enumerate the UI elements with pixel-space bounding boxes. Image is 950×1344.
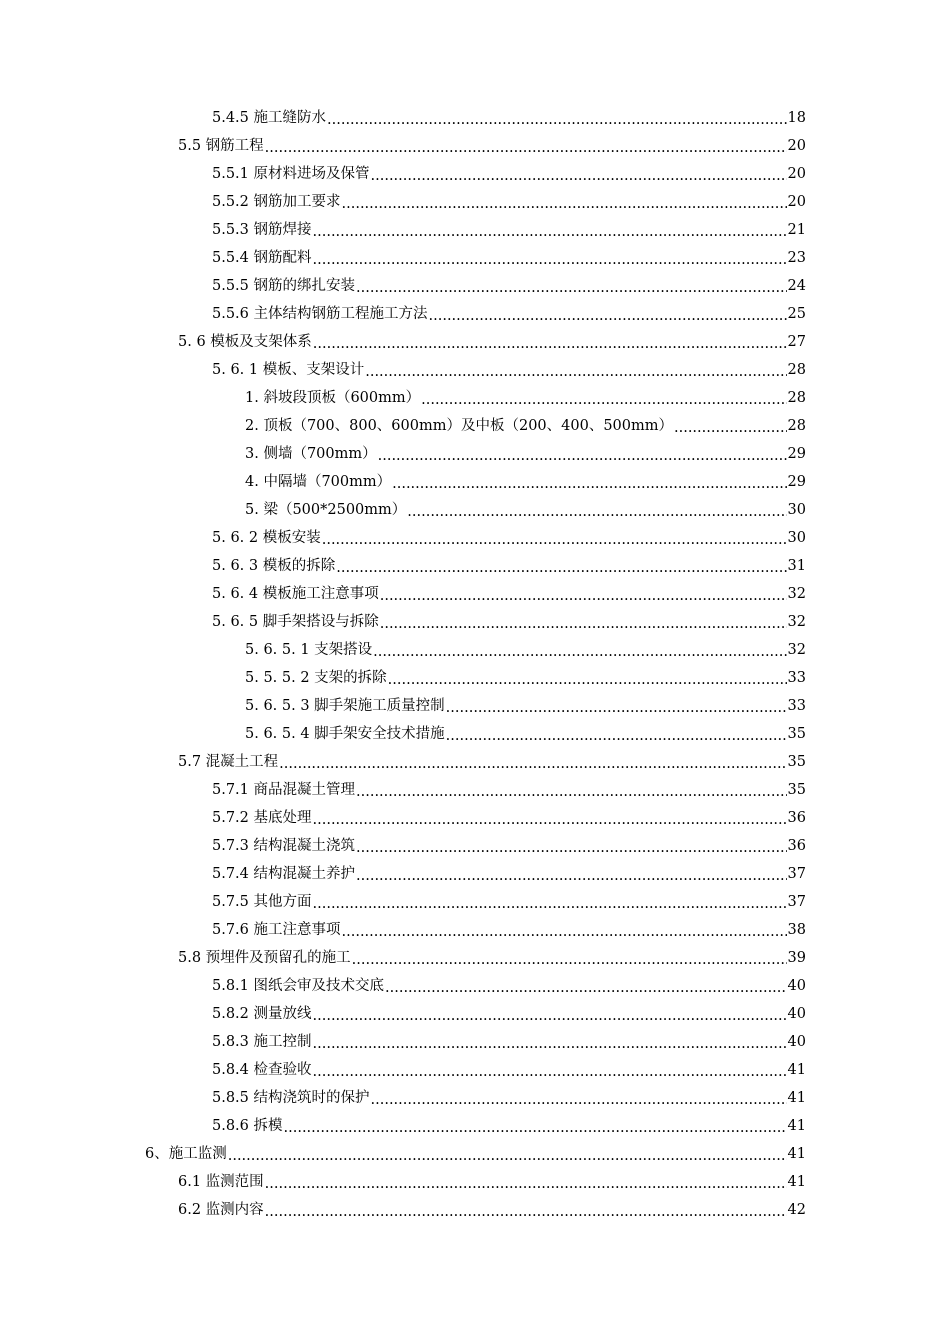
toc-dot-leader bbox=[313, 1002, 787, 1030]
toc-entry-title: 5.7.6 施工注意事项 bbox=[212, 922, 341, 938]
toc-entry-title: 3. 侧墙（700mm） bbox=[245, 446, 377, 462]
toc-entry[interactable] bbox=[0, 244, 950, 272]
toc-entry-page-number: 28 bbox=[787, 390, 806, 406]
table-of-contents bbox=[0, 104, 950, 1224]
toc-entry[interactable] bbox=[0, 664, 950, 692]
toc-entry-page-number: 21 bbox=[787, 222, 806, 238]
toc-entry-page-number: 32 bbox=[787, 586, 806, 602]
toc-entry-page-number: 30 bbox=[787, 530, 806, 546]
toc-entry-title: 5.8.2 测量放线 bbox=[212, 1006, 312, 1022]
toc-entry-title: 5.5.6 主体结构钢筋工程施工方法 bbox=[212, 306, 428, 322]
toc-entry-title: 5.8.4 检查验收 bbox=[212, 1062, 312, 1078]
toc-entry[interactable] bbox=[0, 524, 950, 552]
toc-entry-page-number: 38 bbox=[787, 922, 806, 938]
toc-dot-leader bbox=[429, 302, 787, 330]
toc-dot-leader bbox=[313, 806, 787, 834]
toc-entry[interactable] bbox=[0, 384, 950, 412]
toc-dot-leader bbox=[371, 162, 787, 190]
toc-entry-page-number: 41 bbox=[787, 1090, 806, 1106]
toc-dot-leader bbox=[327, 106, 787, 134]
toc-dot-leader bbox=[365, 358, 786, 386]
toc-entry-page-number: 25 bbox=[787, 306, 806, 322]
toc-dot-leader bbox=[407, 498, 786, 526]
toc-entry[interactable] bbox=[0, 1028, 950, 1056]
toc-dot-leader bbox=[356, 274, 787, 302]
toc-entry-page-number: 40 bbox=[787, 1006, 806, 1022]
toc-entry-title: 5.5.4 钢筋配料 bbox=[212, 250, 312, 266]
toc-dot-leader bbox=[265, 1170, 787, 1198]
toc-entry-title: 5.5.2 钢筋加工要求 bbox=[212, 194, 341, 210]
toc-entry[interactable] bbox=[0, 300, 950, 328]
toc-entry[interactable] bbox=[0, 1056, 950, 1084]
toc-entry-page-number: 36 bbox=[787, 838, 806, 854]
toc-dot-leader bbox=[313, 890, 787, 918]
toc-entry-page-number: 32 bbox=[787, 614, 806, 630]
toc-entry[interactable] bbox=[0, 636, 950, 664]
toc-dot-leader bbox=[373, 638, 786, 666]
toc-entry-page-number: 28 bbox=[787, 418, 806, 434]
toc-entry[interactable] bbox=[0, 1000, 950, 1028]
toc-dot-leader bbox=[421, 386, 786, 414]
toc-entry-title: 5. 6. 2 模板安装 bbox=[212, 530, 321, 546]
toc-dot-leader bbox=[446, 694, 787, 722]
toc-entry-page-number: 29 bbox=[787, 474, 806, 490]
toc-dot-leader bbox=[313, 1058, 787, 1086]
toc-entry[interactable] bbox=[0, 608, 950, 636]
toc-entry-title: 5. 6. 4 模板施工注意事项 bbox=[212, 586, 379, 602]
toc-entry-page-number: 41 bbox=[787, 1174, 806, 1190]
toc-entry[interactable] bbox=[0, 104, 950, 132]
toc-entry-title: 5. 6. 5 脚手架搭设与拆除 bbox=[212, 614, 379, 630]
toc-dot-leader bbox=[378, 442, 787, 470]
toc-entry[interactable] bbox=[0, 1112, 950, 1140]
toc-dot-leader bbox=[265, 134, 787, 162]
toc-entry-page-number: 42 bbox=[787, 1202, 806, 1218]
toc-entry-title: 2. 顶板（700、800、600mm）及中板（200、400、500mm） bbox=[245, 418, 673, 434]
toc-entry[interactable] bbox=[0, 580, 950, 608]
toc-entry[interactable] bbox=[0, 832, 950, 860]
toc-dot-leader bbox=[265, 1198, 787, 1226]
toc-entry-page-number: 28 bbox=[787, 362, 806, 378]
toc-entry-page-number: 29 bbox=[787, 446, 806, 462]
toc-entry-title: 5. 5. 5. 2 支架的拆除 bbox=[245, 670, 387, 686]
toc-entry-title: 5. 6. 3 模板的拆除 bbox=[212, 558, 336, 574]
toc-entry-page-number: 37 bbox=[787, 894, 806, 910]
toc-entry[interactable] bbox=[0, 748, 950, 776]
toc-dot-leader bbox=[313, 218, 787, 246]
toc-entry-title: 5. 6. 5. 3 脚手架施工质量控制 bbox=[245, 698, 445, 714]
toc-entry[interactable] bbox=[0, 216, 950, 244]
toc-dot-leader bbox=[228, 1142, 787, 1170]
toc-entry-title: 5.8.1 图纸会审及技术交底 bbox=[212, 978, 385, 994]
toc-dot-leader bbox=[446, 722, 787, 750]
toc-dot-leader bbox=[371, 1086, 787, 1114]
toc-entry[interactable] bbox=[0, 272, 950, 300]
toc-entry-page-number: 35 bbox=[787, 726, 806, 742]
toc-entry-title: 5.7.2 基底处理 bbox=[212, 810, 312, 826]
toc-entry-title: 5.7.5 其他方面 bbox=[212, 894, 312, 910]
toc-entry-page-number: 32 bbox=[787, 642, 806, 658]
toc-dot-leader bbox=[674, 414, 787, 442]
toc-entry-title: 5. 6. 5. 4 脚手架安全技术措施 bbox=[245, 726, 445, 742]
toc-entry[interactable] bbox=[0, 552, 950, 580]
toc-entry-page-number: 40 bbox=[787, 1034, 806, 1050]
toc-entry-page-number: 36 bbox=[787, 810, 806, 826]
toc-entry-page-number: 33 bbox=[787, 698, 806, 714]
toc-entry[interactable] bbox=[0, 944, 950, 972]
toc-entry-page-number: 35 bbox=[787, 754, 806, 770]
toc-entry-title: 5.7.3 结构混凝土浇筑 bbox=[212, 838, 356, 854]
toc-entry-page-number: 30 bbox=[787, 502, 806, 518]
toc-entry-title: 6、施工监测 bbox=[145, 1146, 227, 1162]
toc-entry-page-number: 20 bbox=[787, 138, 806, 154]
toc-entry[interactable] bbox=[0, 496, 950, 524]
toc-dot-leader bbox=[352, 946, 787, 974]
toc-entry-title: 4. 中隔墙（700mm） bbox=[245, 474, 392, 490]
toc-entry-title: 5.8.3 施工控制 bbox=[212, 1034, 312, 1050]
toc-entry-page-number: 41 bbox=[787, 1146, 806, 1162]
toc-entry[interactable] bbox=[0, 132, 950, 160]
toc-entry[interactable] bbox=[0, 468, 950, 496]
toc-entry[interactable] bbox=[0, 888, 950, 916]
toc-entry[interactable] bbox=[0, 720, 950, 748]
toc-entry-title: 5.5.5 钢筋的绑扎安装 bbox=[212, 278, 356, 294]
toc-dot-leader bbox=[342, 918, 787, 946]
toc-entry-page-number: 31 bbox=[787, 558, 806, 574]
toc-dot-leader bbox=[313, 1030, 787, 1058]
toc-entry[interactable] bbox=[0, 1084, 950, 1112]
toc-entry-title: 5.5 钢筋工程 bbox=[178, 138, 264, 154]
toc-dot-leader bbox=[385, 974, 787, 1002]
toc-entry[interactable] bbox=[0, 1140, 950, 1168]
toc-dot-leader bbox=[380, 610, 787, 638]
toc-entry-page-number: 37 bbox=[787, 866, 806, 882]
toc-entry-title: 6.1 监测范围 bbox=[178, 1174, 264, 1190]
toc-entry-page-number: 20 bbox=[787, 166, 806, 182]
toc-dot-leader bbox=[392, 470, 786, 498]
toc-dot-leader bbox=[388, 666, 787, 694]
toc-dot-leader bbox=[356, 778, 787, 806]
toc-entry-title: 5.5.3 钢筋焊接 bbox=[212, 222, 312, 238]
toc-dot-leader bbox=[356, 834, 787, 862]
toc-entry[interactable] bbox=[0, 1168, 950, 1196]
toc-entry[interactable] bbox=[0, 1196, 950, 1224]
toc-dot-leader bbox=[342, 190, 787, 218]
toc-entry[interactable] bbox=[0, 916, 950, 944]
toc-entry-title: 5. 6. 1 模板、支架设计 bbox=[212, 362, 365, 378]
toc-entry-page-number: 27 bbox=[787, 334, 806, 350]
toc-dot-leader bbox=[313, 246, 787, 274]
toc-entry-title: 5.4.5 施工缝防水 bbox=[212, 110, 327, 126]
toc-entry-title: 5.7.1 商品混凝土管理 bbox=[212, 782, 356, 798]
toc-entry-title: 5.8 预埋件及预留孔的施工 bbox=[178, 950, 351, 966]
toc-entry-page-number: 41 bbox=[787, 1062, 806, 1078]
toc-entry-title: 5.8.5 结构浇筑时的保护 bbox=[212, 1090, 370, 1106]
toc-dot-leader bbox=[313, 330, 787, 358]
toc-entry[interactable] bbox=[0, 804, 950, 832]
toc-entry[interactable] bbox=[0, 412, 950, 440]
toc-entry-page-number: 39 bbox=[787, 950, 806, 966]
toc-entry-title: 5.7 混凝土工程 bbox=[178, 754, 279, 770]
toc-dot-leader bbox=[356, 862, 787, 890]
toc-entry[interactable] bbox=[0, 972, 950, 1000]
toc-entry-page-number: 20 bbox=[787, 194, 806, 210]
toc-dot-leader bbox=[380, 582, 787, 610]
toc-entry-page-number: 24 bbox=[787, 278, 806, 294]
toc-entry-page-number: 23 bbox=[787, 250, 806, 266]
toc-entry[interactable] bbox=[0, 356, 950, 384]
toc-dot-leader bbox=[322, 526, 787, 554]
toc-entry[interactable] bbox=[0, 776, 950, 804]
toc-dot-leader bbox=[279, 750, 786, 778]
toc-dot-leader bbox=[284, 1114, 787, 1142]
toc-entry[interactable] bbox=[0, 440, 950, 468]
toc-entry[interactable] bbox=[0, 692, 950, 720]
toc-entry[interactable] bbox=[0, 160, 950, 188]
toc-entry-title: 5. 6 模板及支架体系 bbox=[178, 334, 312, 350]
toc-entry[interactable] bbox=[0, 328, 950, 356]
toc-dot-leader bbox=[336, 554, 786, 582]
toc-entry[interactable] bbox=[0, 860, 950, 888]
toc-entry-title: 6.2 监测内容 bbox=[178, 1202, 264, 1218]
toc-entry-title: 5. 梁（500*2500mm） bbox=[245, 502, 407, 518]
toc-entry-page-number: 40 bbox=[787, 978, 806, 994]
toc-entry-page-number: 18 bbox=[787, 110, 806, 126]
toc-entry-title: 5.7.4 结构混凝土养护 bbox=[212, 866, 356, 882]
toc-entry-page-number: 33 bbox=[787, 670, 806, 686]
toc-entry[interactable] bbox=[0, 188, 950, 216]
toc-entry-title: 5. 6. 5. 1 支架搭设 bbox=[245, 642, 373, 658]
toc-entry-page-number: 35 bbox=[787, 782, 806, 798]
toc-entry-title: 5.8.6 拆模 bbox=[212, 1118, 283, 1134]
toc-entry-title: 5.5.1 原材料进场及保管 bbox=[212, 166, 370, 182]
toc-entry-page-number: 41 bbox=[787, 1118, 806, 1134]
toc-entry-title: 1. 斜坡段顶板（600mm） bbox=[245, 390, 421, 406]
